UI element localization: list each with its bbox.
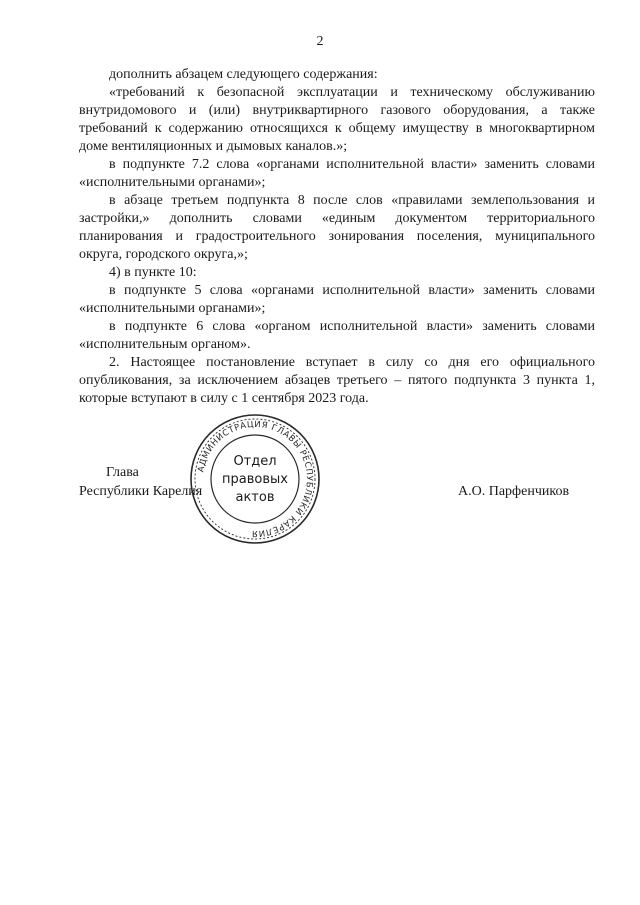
document-body — [79, 66, 595, 408]
page-number: 2 — [316, 34, 324, 49]
paragraph: дополнить абзацем следующего содержания: — [109, 67, 378, 82]
paragraph: в подпункте 7.2 слова «органами исполнительной власти» заменить словами «исполнительными органами»; — [79, 157, 595, 190]
stamp-center-line1: Отдел — [233, 454, 277, 469]
stamp-center-line3: актов — [235, 490, 275, 505]
paragraph: «требований к безопасной эксплуатации и техническому обслуживанию внутридомового и (или) внутриквартирного газового оборудования, а также требований к содержанию относящихся к общему имуществу в многоквартирном доме вентиляционных и дымовых каналов.»; — [79, 85, 595, 154]
paragraph: 4) в пункте 10: — [109, 265, 197, 280]
official-stamp — [188, 412, 322, 546]
stamp-center-line2: правовых — [222, 472, 288, 487]
signatory-title-line1: Глава — [106, 465, 139, 480]
paragraph: 2. Настоящее постановление вступает в силу со дня его официального опубликования, за исключением абзацев третьего – пятого подпункта 3 пункта 1, которые вступают в силу с 1 сентября 2023 года. — [79, 355, 595, 406]
signatory-name: А.О. Парфенчиков — [458, 484, 570, 499]
stamp-ring-text: АДМИНИСТРАЦИЯ ГЛАВЫ РЕСПУБЛИКИ КАРЕЛИЯ — [196, 419, 315, 539]
paragraph: в подпункте 5 слова «органами исполнительной власти» заменить словами «исполнительными органами»; — [79, 283, 595, 316]
paragraph: в абзаце третьем подпункта 8 после слов «правилами землепользования и застройки,» дополнить словами «единым документом территориального планирования и градостроительного зонирования поселения, муниципального округа, городского округа,»; — [79, 193, 595, 262]
paragraph: в подпункте 6 слова «органом исполнительной власти» заменить словами «исполнительным органом». — [79, 319, 595, 352]
signatory-title-line2: Республики Карелия — [79, 484, 203, 499]
